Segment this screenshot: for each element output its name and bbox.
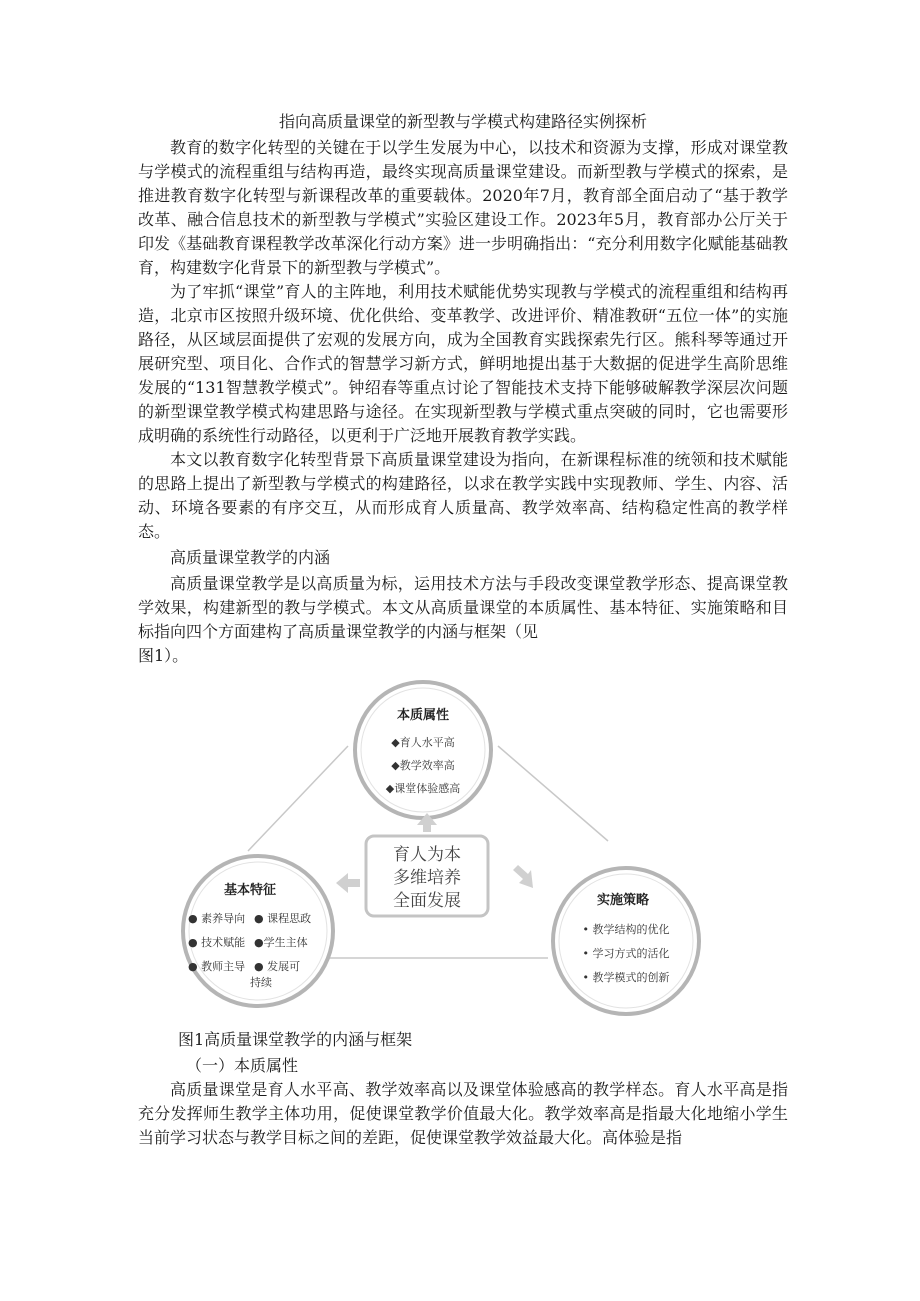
right-item-2: • 学习方式的活化 (582, 947, 670, 960)
document-page (138, 110, 788, 1150)
paragraph-2: 为了牢抓“课堂”育人的主阵地，利用技术赋能优势实现教与学模式的流程重组和结构再造，北京市区按照升级环境、优化供给、变革教学、改进评价、精准教研“五位一体”的实施路径，从区域层面提供了宏观的发展方向，成为全国教育实践探索先行区。熊科琴等通过开展研究型、项目化、合作式的智慧学习新方式，鲜明地提出基于大数据的促进学生高阶思维发展的“131智慧教学模式”。钟绍春等重点讨论了智能技术支持下能够破解教学深层次问题的新型课堂教学模式构建思路与途径。在实现新型教与学模式重点突破的同时，它也需要形成明确的系统性行动路径，以更利于广泛地开展教育教学实践。 (138, 282, 788, 445)
section-paragraph: 高质量课堂教学是以高质量为标，运用技术方法与手段改变课堂教学形态、提高课堂教学效果，构建新型的教与学模式。本文从高质量课堂的本质属性、基本特征、实施策略和目标指向四个方面建构了高质量课堂教学的内涵与框架（见 (138, 574, 788, 641)
connector-top-left (248, 746, 348, 851)
arrow-left-icon (336, 873, 360, 893)
center-line-2: 多维培养 (393, 868, 461, 888)
section-paragraph-tail: 图1）。 (138, 646, 189, 665)
paragraph-1: 教育的数字化转型的关键在于以学生发展为中心，以技术和资源为支撑，形成对课堂教与学模式的流程重组与结构再造，最终实现高质量课堂建设。而新型教与学模式的探索，是推进教育数字化转型与新课程改革的重要载体。2020年7月，教育部全面启动了“基于教学改革、融合信息技术的新型教与学模式”实验区建设工作。2023年5月，教育部办公厅关于印发《基础教育课程教学改革深化行动方案》进一步明确指出：“充分利用数字化赋能基础教育，构建数字化背景下的新型教与学模式”。 (138, 138, 788, 277)
left-item-4: ●学生主体 (254, 936, 308, 949)
left-item-6: ● 发展可 (254, 960, 301, 973)
top-circle (355, 682, 491, 818)
center-line-1: 育人为本 (393, 845, 461, 865)
subsection-heading: （一）本质属性 (186, 1056, 299, 1075)
connector-top-right (498, 746, 608, 841)
left-item-1: ● 素养导向 (188, 912, 246, 925)
top-item-1: ◆育人水平高 (391, 736, 455, 749)
right-circle-title: 实施策略 (596, 893, 650, 908)
section-heading: 高质量课堂教学的内涵 (170, 548, 331, 567)
center-line-3: 全面发展 (393, 891, 461, 911)
right-circle (553, 868, 699, 1014)
paragraph-3: 本文以教育数字化转型背景下高质量课堂建设为指向，在新课程标准的统领和技术赋能的思路上提出了新型教与学模式的构建路径，以求在教学实践中实现教师、学生、内容、活动、环境各要素的有序交互，从而形成育人质量高、教学效率高、结构稳定性高的教学样态。 (138, 450, 788, 541)
left-circle-title: 基本特征 (223, 883, 277, 898)
framework-figure (138, 676, 788, 1024)
arrow-right-down-icon (513, 865, 533, 888)
figure-caption: 图1高质量课堂教学的内涵与框架 (178, 1030, 413, 1049)
left-item-5: ● 教师主导 (188, 960, 246, 973)
left-item-2: ● 课程思政 (254, 912, 312, 925)
paragraph-last: 高质量课堂是育人水平高、教学效率高以及课堂体验感高的教学样态。育人水平高是指充分发挥师生教学主体功用，促使课堂教学价值最大化。教学效率高是指最大化地缩小学生当前学习状态与教学目标之间的差距，促使课堂教学效益最大化。高体验是指 (138, 1080, 788, 1147)
article-title: 指向高质量课堂的新型教与学模式构建路径实例探析 (278, 112, 647, 131)
left-item-3: ● 技术赋能 (188, 936, 246, 949)
top-item-3: ◆课堂体验感高 (385, 782, 461, 795)
top-item-2: ◆教学效率高 (391, 759, 455, 772)
top-circle-title: 本质属性 (396, 708, 450, 723)
left-item-6-wrap: 持续 (250, 976, 272, 989)
framework-diagram (138, 676, 788, 1024)
right-item-1: • 教学结构的优化 (582, 923, 670, 936)
right-item-3: • 教学模式的创新 (582, 971, 670, 984)
